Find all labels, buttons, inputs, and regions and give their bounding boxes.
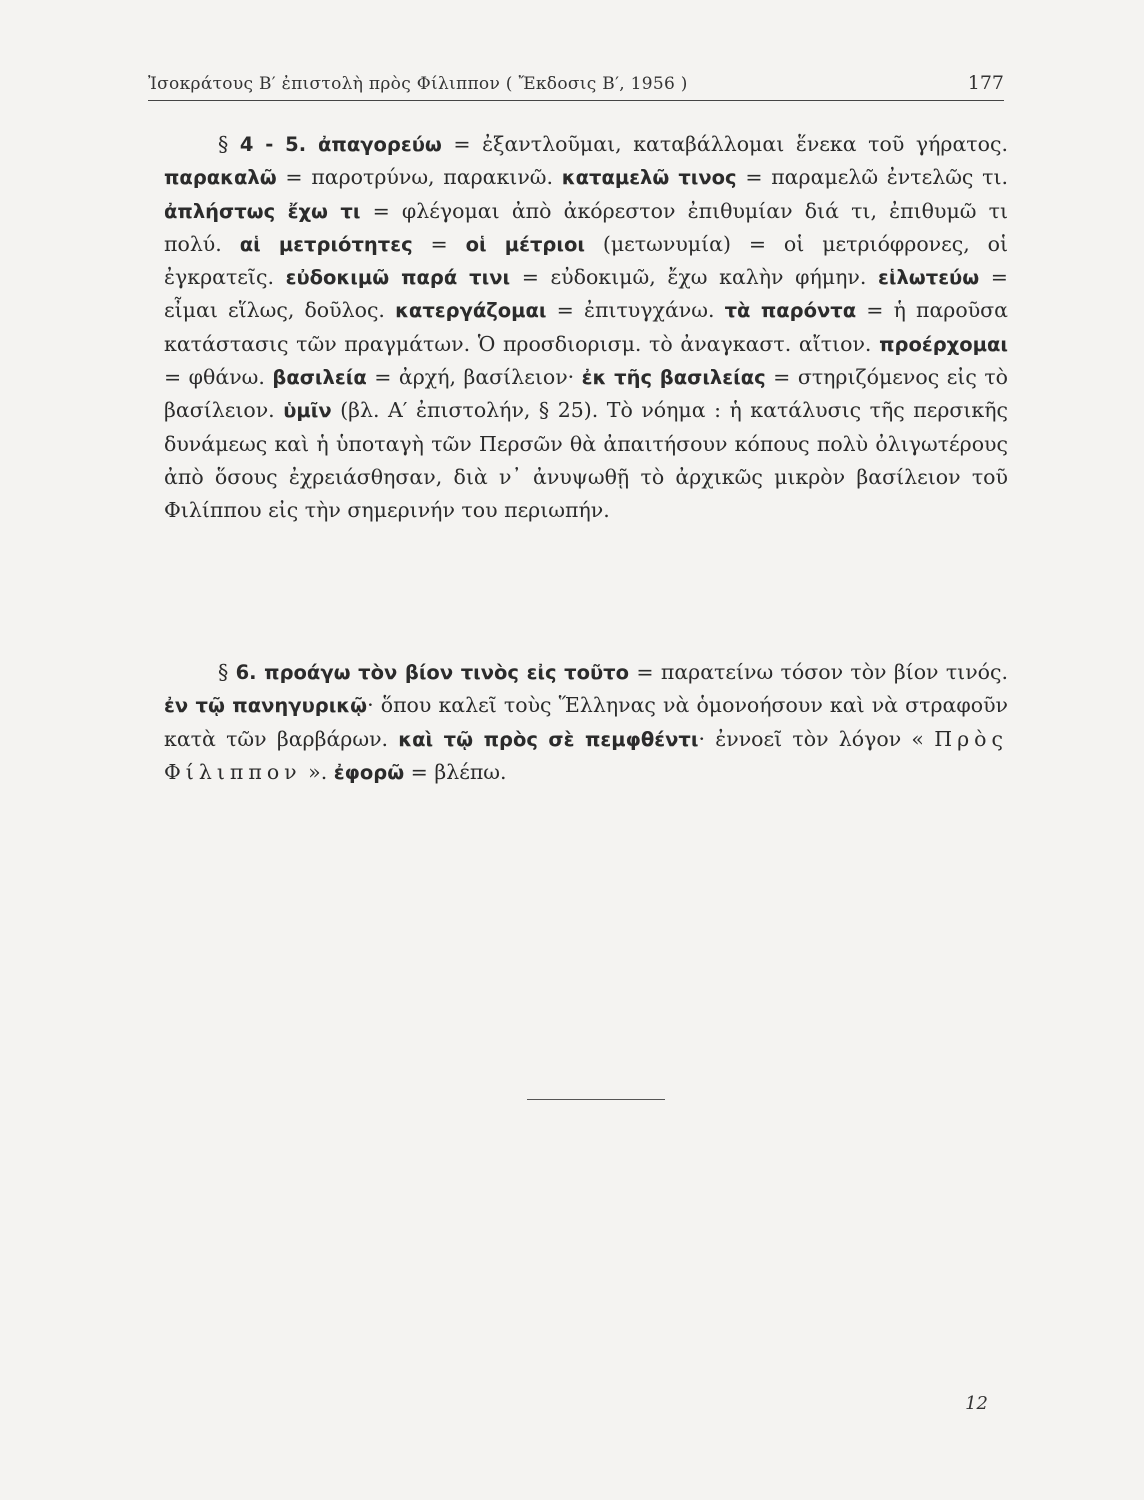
text-segment: = παραμελῶ ἐντελῶς τι. <box>736 165 1008 190</box>
text-segment: § <box>218 132 240 156</box>
text-segment: = ἡ παροῦσα κατάστασις τῶν πραγμάτων. Ὁ προσδιορισμ. τὸ ἀναγκαστ. αἴτιον. <box>164 298 1008 356</box>
lemma-term: εὐδοκιμῶ παρά τινι <box>285 266 511 290</box>
text-segment: = φλέγομαι ἀπὸ ἀκόρεστον <box>360 198 688 223</box>
signature-mark: 12 <box>965 1393 988 1414</box>
text-segment: = παροτρύνω, παρακινῶ. <box>276 165 562 190</box>
paragraph <box>164 128 1008 528</box>
text-segment: = στηριζόμενος εἰς τὸ βασίλειον. <box>164 365 1008 423</box>
lemma-term: 6. <box>235 661 265 684</box>
lemma-term: βασιλεία <box>272 366 367 390</box>
lemma-term: ἐκ τῆς βασιλείας <box>581 366 766 390</box>
text-segment: = <box>412 231 466 256</box>
lemma-term: ἐφορῶ <box>333 760 405 784</box>
running-title: Ἰσοκράτους Β′ ἐπιστολὴ πρὸς Φίλιππον ( Ἔκδοσις Β′, 1956 ) <box>148 74 688 94</box>
lemma-term: καὶ τῷ πρὸς σὲ πεμφθέντι <box>398 727 699 751</box>
lemma-term: ἀπαγορεύω <box>318 133 442 156</box>
text-segment: = ἐξαντλοῦμαι, καταβάλλομαι ἕνεκα τοῦ γήρατος. <box>441 132 1008 156</box>
text-segment: · ἐννοεῖ τὸν λόγον « <box>698 726 935 751</box>
lemma-term: τὰ παρόντα <box>724 299 857 323</box>
lemma-term: ἐν τῷ πανηγυρικῷ <box>164 694 368 718</box>
lemma-term: καταμελῶ τινος <box>561 166 737 190</box>
lemma-term: οἱ μέτριοι <box>465 232 585 256</box>
lemma-term: ἀπλήστως ἔχω τι <box>164 199 361 223</box>
lemma-term: προάγω τὸν βίον τινὸς εἰς τοῦτο <box>264 661 630 684</box>
text-segment: Πρὸς Φίλιππον <box>164 726 1008 784</box>
paragraph <box>164 656 1008 789</box>
text-segment: = παρατείνω τόσον τὸν βίον τινός. <box>629 660 1009 684</box>
lemma-term: προέρχομαι <box>879 332 1008 356</box>
text-segment: = εὐδοκιμῶ, ἔχω καλὴν φήμην. <box>510 265 879 290</box>
lemma-term: κατεργάζομαι <box>395 299 547 323</box>
text-segment: = ἐπιτυγχάνω. <box>546 298 725 323</box>
text-segment: = φθάνω. <box>164 365 273 390</box>
text-segment: = βλέπω. <box>404 759 507 784</box>
end-divider <box>527 1099 665 1100</box>
commentary-section-6 <box>164 656 1008 789</box>
lemma-term: εἱλωτεύω <box>878 266 980 290</box>
lemma-term: 4 - 5. <box>239 133 319 156</box>
text-segment: ». <box>301 759 334 784</box>
text-segment: (μετωνυμία) = οἱ μετριόφρονες, οἱ ἐγκρατεῖς. <box>164 231 1009 290</box>
running-header <box>148 72 1004 101</box>
text-segment: = εἶμαι εἵλως, δοῦλος. <box>164 265 1008 323</box>
page-number: 177 <box>967 72 1004 94</box>
lemma-term: παρακαλῶ <box>164 166 277 190</box>
text-segment: = ἀρχή, βασίλειον· <box>366 365 582 390</box>
text-segment: (βλ. Α′ ἐπιστολήν, § 25). Τὸ νόημα : ἡ κατάλυσις τῆς περσικῆς δυνάμεως καὶ ἡ ὑποταγὴ τῶν Περσῶν θὰ ἀπαιτήσουν κόπους πολὺ ὀλιγωτέρους ἀπὸ ὅσους ἐχρειάσθησαν, διὰ ν᾽ ἀνυψωθῇ τὸ ἀρχικῶς μικρὸν βασίλειον τοῦ Φιλίππου εἰς τὴν σημερινήν του περιωπήν. <box>164 398 1008 523</box>
commentary-section-4-5 <box>164 128 1008 528</box>
text-segment: ἐπιθυμίαν διά τι, ἐπιθυμῶ τι πολύ. <box>164 198 1009 256</box>
text-segment: § <box>218 660 236 684</box>
lemma-term: αἱ μετριότητες <box>239 232 413 256</box>
lemma-term: ὑμῖν <box>283 399 332 423</box>
text-segment: · ὅπου καλεῖ τοὺς Ἕλληνας νὰ ὁμονοήσουν καὶ νὰ στραφοῦν κατὰ τῶν βαρβάρων. <box>164 693 1008 751</box>
